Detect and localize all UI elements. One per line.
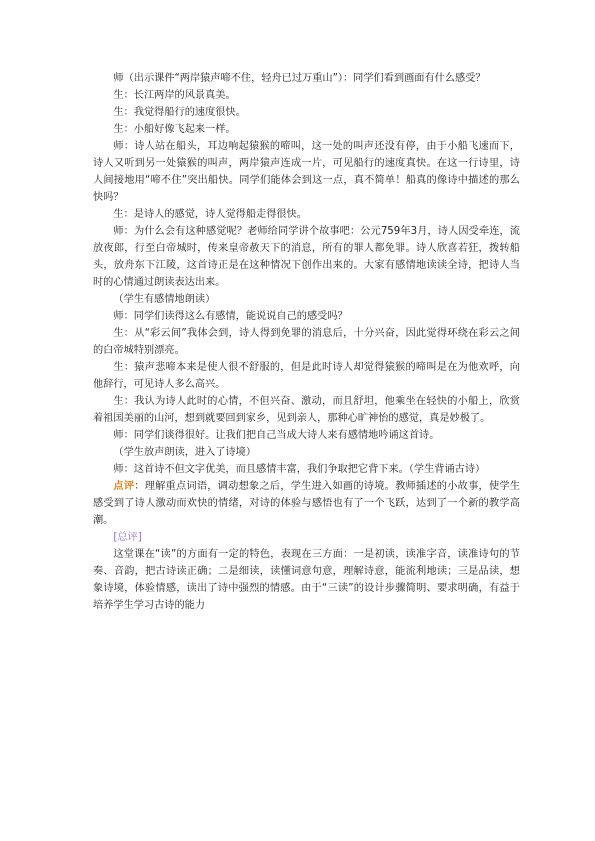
paragraph-7: 师：为什么会有这种感觉呢？老师给同学讲个故事吧：公元759年3月，诗人因受牵连，流放夜郎，行至白帝城时，传来皇帝赦天下的消息，所有的罪人都免罪。诗人欣喜若狂，拨转船头，放舟东下江陵，这首诗正是在这种情况下创作出来的。大家有感情地读读全诗，把诗人当时的心情通过朗读表达出来。 [93,226,520,288]
paragraph-3: 生：我觉得船行的速度很快。 [113,107,246,118]
comment-label: 点评 [113,481,135,492]
paragraph-2: 生：长江两岸的风景真美。 [113,90,236,101]
paragraph-4: 生：小船好像飞起来一样。 [113,124,236,135]
paragraph-5: 师：诗人站在船头，耳边响起猿猴的啼叫，这一处的叫声还没有停，由于小船飞速而下，诗人又听到另一处猿猴的叫声，两岸猿声连成一片，可见船行的速度真快。在这一行诗里，诗人间接地用“啼不住”突出船快。同学们能体会到这一点，真不简单！船真的像诗中描述的那么快吗？ [93,141,520,203]
paragraph-14: （学生放声朗读，进入了诗境） [113,447,257,458]
paragraph-9: 师：同学们读得这么有感情，能说说自己的感受吗？ [113,311,348,322]
paragraph-13: 师：同学们谈得很好。让我们把自己当成大诗人来有感情地吟诵这首诗。 [113,430,440,441]
paragraph-11: 生：猿声悲啼本来是使人很不舒服的，但是此时诗人却觉得猿猴的啼叫是在为他欢呼，向他辞行，可见诗人多么高兴。 [93,362,520,390]
summary-paragraph: 这堂课在“读”的方面有一定的特色，表现在三方面：一是初读，读准字音，读准诗句的节奏、音韵，把古诗读正确；二是细读，读懂词意句意，理解诗意，能流利地读；三是品读，想象诗境，体验情感，读出了诗中强烈的情感。由于“三读”的设计步骤简明、要求明确，有益于培养学生学习古诗的能力 [93,549,520,611]
summary-heading [93,529,520,546]
document-page [93,70,520,614]
paragraph-1: 师（出示课件“两岸猿声啼不住，轻舟已过万重山”）：同学们看到画面有什么感受？ [113,73,486,84]
paragraph-15: 师：这首诗不但文字优美，而且感情丰富，我们争取把它背下来。（学生背诵古诗） [113,464,486,475]
summary-label: [总评] [113,532,142,543]
paragraph-12: 生：我认为诗人此时的心情，不但兴奋、激动，而且舒坦，他乘坐在轻快的小船上，欣赏着祖国美丽的山河，想到就要回到家乡，见到亲人，那种心旷神怡的感觉，真是妙极了。 [93,396,520,424]
paragraph-6: 生：是诗人的感觉，诗人觉得船走得很快。 [113,209,307,220]
paragraph-10: 生：从“彩云间”我体会到，诗人得到免罪的消息后，十分兴奋，因此觉得环绕在彩云之间的白帝城特别漂亮。 [93,328,520,356]
comment-text: ：理解重点词语，调动想象之后，学生进入如画的诗境。教师插述的小故事，使学生感受到了诗人激动而欢快的情绪，对诗的体验与感悟也有了一个飞跃，达到了一个新的教学高潮。 [93,481,521,526]
comment-paragraph [93,478,520,529]
paragraph-8: （学生有感情地朗读） [113,294,216,305]
